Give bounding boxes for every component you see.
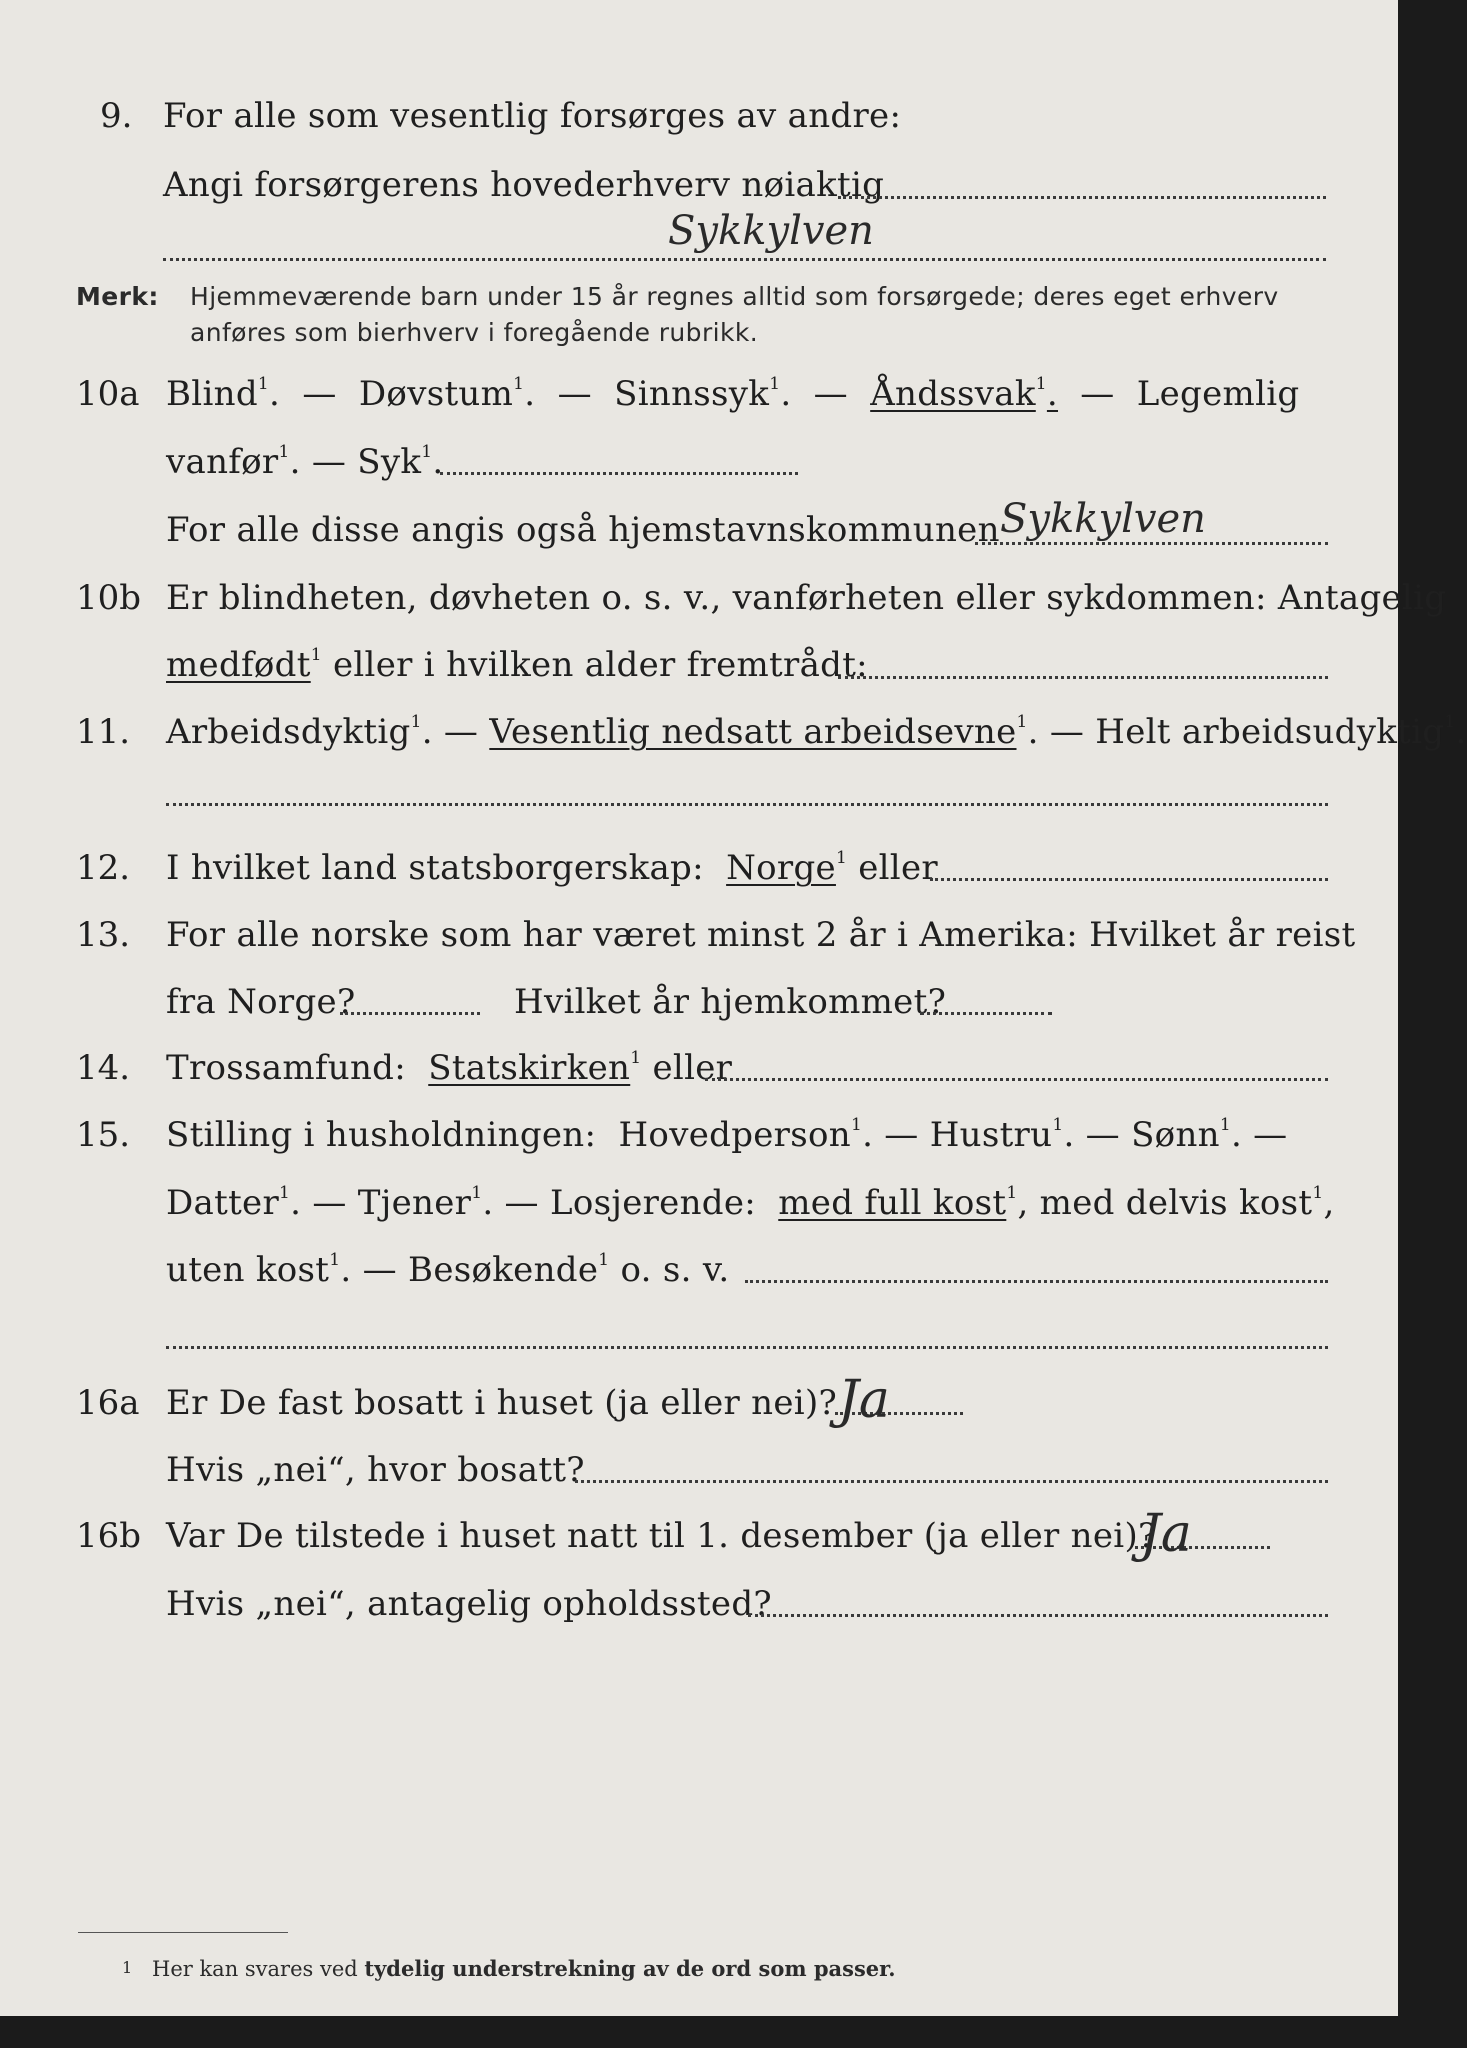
q15-losjerende: Losjerende: (549, 1183, 757, 1224)
q16b-line1: Var De tilstede i huset natt til 1. desember (ja eller nei)? (166, 1516, 1157, 1556)
q11-vesentlig-nedsatt: Vesentlig nedsatt arbeidsevne (489, 712, 1017, 753)
q10a-line3: For alle disse angis også hjemstavnskommunen (166, 510, 1000, 550)
q10a-legemlig: Legemlig (1136, 374, 1300, 415)
q15-delvis-kost: med delvis kost (1039, 1183, 1313, 1224)
q11-arbeidsdyktig: Arbeidsdyktig (166, 712, 411, 753)
q11-number: 11. (76, 712, 131, 752)
q15-answer-line (745, 1280, 1328, 1283)
q16b-line2: Hvis „nei“, antagelig opholdssted? (166, 1584, 772, 1624)
q11-helt-arbeidsudyktig: Helt arbeidsudyktig (1095, 712, 1445, 753)
q14-text: Trossamfund: (166, 1048, 407, 1089)
merk-line2: anføres som bierhverv i foregående rubrikk. (190, 318, 759, 347)
q10b-line2: medfødt$^1$ eller i hvilken alder fremtrådt: (166, 645, 868, 686)
q15-besokende: Besøkende (408, 1250, 599, 1291)
q16b-opholdssted-line (748, 1614, 1328, 1617)
q10b-answer-line (838, 676, 1328, 679)
q10b-number: 10b (76, 578, 142, 618)
q9-line2: Angi forsørgerens hovederhverv nøiaktig (163, 165, 885, 205)
q14-number: 14. (76, 1048, 131, 1088)
q9-answer-line-2 (163, 258, 1326, 261)
q10a-andssvak: Åndssvak (870, 374, 1036, 415)
q10a-line1: Blind$^1$. — Døvstum$^1$. — Sinnssyk$^1$. — Åndssvak$^1$. — Legemlig (166, 374, 1300, 415)
q10a-dovstum: Døvstum (358, 374, 514, 415)
q16a-line1: Er De fast bosatt i huset (ja eller nei)? (166, 1383, 838, 1423)
q12-line1: I hvilket land statsborgerskap: Norge$^1$ eller (166, 848, 938, 889)
q15-answer-line-2 (166, 1346, 1328, 1349)
q15-line1: Stilling i husholdningen: Hovedperson$^1$. — Hustru$^1$. — Sønn$^1$. — (166, 1115, 1288, 1156)
q16b-number: 16b (76, 1516, 142, 1556)
merk-line1: Hjemmeværende barn under 15 år regnes alltid som forsørgede; deres eget erhverv (190, 282, 1279, 311)
q14-answer-line (705, 1078, 1328, 1081)
footnote-text-b: tydelig understrekning av de ord som passer. (364, 1956, 896, 1981)
merk-label: Merk: (76, 282, 159, 311)
q12-text: I hvilket land statsborgerskap: (166, 848, 704, 889)
q12-norge: Norge (726, 848, 836, 889)
q15-stilling: Stilling i husholdningen: (166, 1115, 597, 1156)
q9-answer-line (838, 196, 1326, 199)
q10a-line2-dots (440, 472, 798, 475)
q15-tjener: Tjener (357, 1183, 472, 1224)
q10a-number: 10a (76, 374, 140, 414)
q16a-line2: Hvis „nei“, hvor bosatt? (166, 1450, 585, 1490)
q10b-line1: Er blindheten, døvheten o. s. v., vanførheten eller sykdommen: Antagelig (166, 578, 1447, 618)
q16a-handwritten-answer: Ja (838, 1370, 890, 1430)
q13-hjemkommet-line (920, 1012, 1052, 1015)
q9-line1: For alle som vesentlig forsørges av andre: (163, 96, 902, 136)
q15-full-kost: med full kost (778, 1183, 1007, 1224)
q15-line3: uten kost$^1$. — Besøkende$^1$ o. s. v. (166, 1250, 730, 1291)
q10a-sinnssyk: Sinnssyk (614, 374, 770, 415)
q16a-number: 16a (76, 1383, 140, 1423)
q10a-answer-line (975, 542, 1328, 545)
q10a-syk: Syk (357, 442, 422, 483)
q15-hovedperson: Hovedperson (618, 1115, 851, 1156)
q13-line2b: Hvilket år hjemkommet? (514, 982, 947, 1022)
q10b-medfodt: medfødt (166, 645, 311, 686)
q15-number: 15. (76, 1115, 131, 1155)
q14-eller: eller (652, 1048, 733, 1089)
q10a-line2: vanfør$^1$. — Syk$^1$. (166, 442, 444, 483)
q13-line1: For alle norske som har været minst 2 år i Amerika: Hvilket år reist (166, 915, 1356, 955)
footnote-text-a: Her kan svares ved (152, 1957, 358, 1981)
q15-sonn: Sønn (1131, 1115, 1220, 1156)
q14-line1: Trossamfund: Statskirken$^1$ eller (166, 1048, 733, 1089)
q12-answer-line (930, 878, 1328, 881)
q15-datter: Datter (166, 1183, 280, 1224)
q13-line2a: fra Norge? (166, 982, 356, 1022)
q15-uten-kost: uten kost (166, 1250, 330, 1291)
q15-line2: Datter$^1$. — Tjener$^1$. — Losjerende: med full kost$^1$, med delvis kost$^1$, (166, 1183, 1335, 1224)
q9-number: 9. (100, 96, 133, 136)
q11-line1: Arbeidsdyktig$^1$. — Vesentlig nedsatt arbeidsevne$^1$. — Helt arbeidsudyktig$^1$. (166, 712, 1467, 753)
q10a-blind: Blind (166, 374, 258, 415)
footnote-text (152, 1956, 896, 1981)
q12-eller: eller (858, 848, 938, 889)
q13-reist-line (340, 1012, 480, 1015)
footnote-rule (78, 1932, 288, 1933)
q11-answer-line (166, 803, 1328, 806)
q10a-vanfor: vanfør (166, 442, 279, 483)
q9-handwritten-answer: Sykkylven (668, 208, 874, 254)
q12-number: 12. (76, 848, 131, 888)
q13-number: 13. (76, 915, 131, 955)
q10b-line2-text: eller i hvilken alder fremtrådt: (332, 645, 868, 686)
q10a-handwritten-answer: Sykkylven (1000, 496, 1206, 542)
q15-osv: o. s. v. (620, 1250, 730, 1291)
footnote-mark: 1 (122, 1958, 133, 1977)
q16a-bosatt-line (575, 1480, 1328, 1483)
q15-hustru: Hustru (929, 1115, 1053, 1156)
q14-statskirken: Statskirken (428, 1048, 631, 1089)
q16b-handwritten-answer: Ja (1140, 1504, 1192, 1564)
